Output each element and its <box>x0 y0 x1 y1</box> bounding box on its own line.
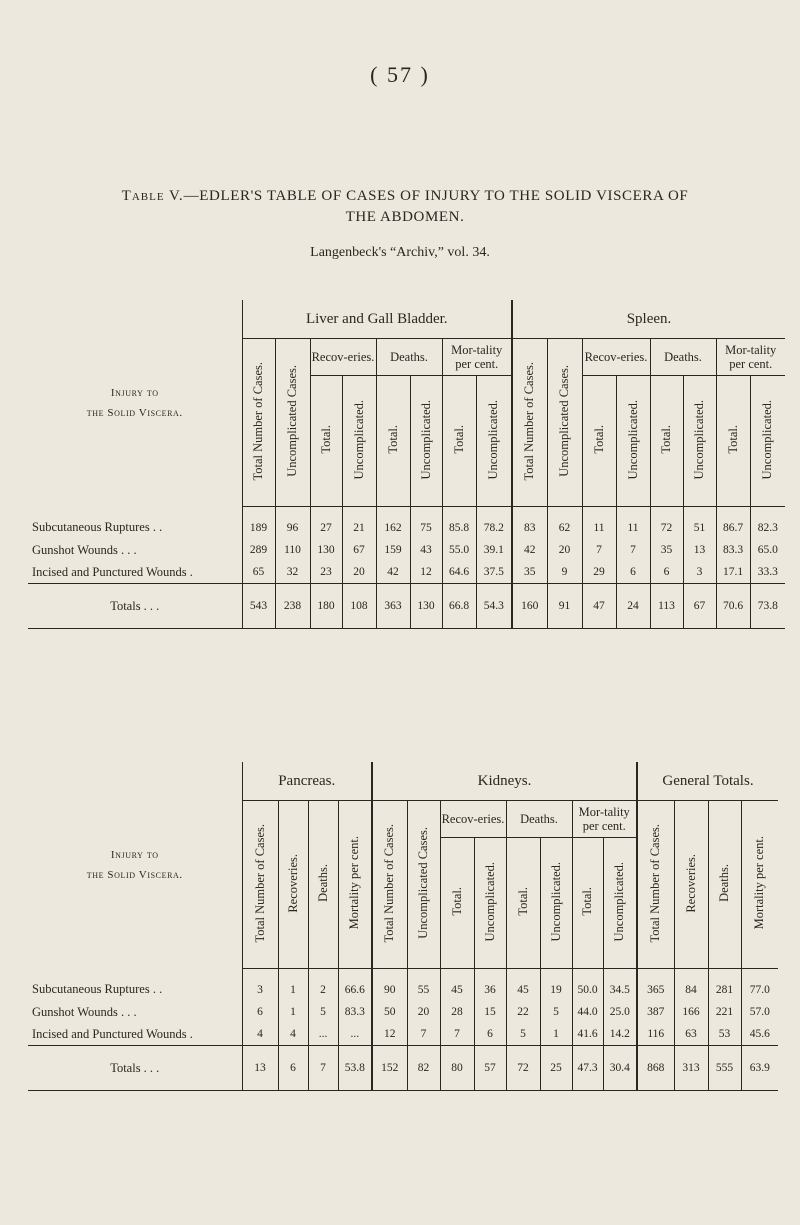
table-cell: 77.0 <box>741 969 778 1002</box>
hdr-kidney-uncomplicated-cases: Uncomplicated Cases. <box>407 801 440 969</box>
row-label: Gunshot Wounds . . . <box>28 1001 242 1023</box>
table-cell: 130 <box>410 584 442 629</box>
table1-body <box>28 507 785 629</box>
hdr-kidney-death-uncomplicated: Uncomplicated. <box>540 838 572 969</box>
row-label: Incised and Punctured Wounds . <box>28 561 242 584</box>
table-cell: 7 <box>407 1023 440 1046</box>
table-cell: 11 <box>582 507 616 540</box>
hdr-pancreas-mortality: Mortality per cent. <box>338 801 372 969</box>
table-cell: 25 <box>540 1046 572 1091</box>
row-header-line1: Injury to <box>110 387 159 400</box>
table-cell: 7 <box>616 539 650 561</box>
table-cell: 6 <box>650 561 683 584</box>
hdr-kidney-death-total: Total. <box>506 838 540 969</box>
hdr-spleen-rec-total: Total. <box>582 376 616 507</box>
table-cell: 159 <box>376 539 410 561</box>
table-cell: 57.0 <box>741 1001 778 1023</box>
hdr-liver-rec-uncomplicated: Uncomplicated. <box>342 376 376 507</box>
table-cell: 36 <box>474 969 506 1002</box>
table-cell: 1 <box>278 969 308 1002</box>
table-cell: 30.4 <box>603 1046 637 1091</box>
table-cell: 55 <box>407 969 440 1002</box>
table-cell: 281 <box>708 969 741 1002</box>
table-cell: 13 <box>683 539 716 561</box>
table-cell: 65.0 <box>750 539 785 561</box>
table-row <box>28 507 785 540</box>
table-row <box>28 539 785 561</box>
table-cell: 5 <box>308 1001 338 1023</box>
table-cell: 12 <box>372 1023 407 1046</box>
table-cell: 22 <box>506 1001 540 1023</box>
table-cell: 7 <box>308 1046 338 1091</box>
hdr-liver-death-uncomplicated: Uncomplicated. <box>410 376 442 507</box>
row-header-2-line2: the Solid Viscera. <box>86 869 183 882</box>
table-cell: 53.8 <box>338 1046 372 1091</box>
table-cell: 37.5 <box>476 561 512 584</box>
table-cell: 110 <box>275 539 310 561</box>
table-cell: 78.2 <box>476 507 512 540</box>
table-cell: 387 <box>637 1001 674 1023</box>
title-line1: —EDLER'S TABLE OF CASES OF INJURY TO THE SOLID VISCERA OF <box>183 188 689 204</box>
hdr-kidney-mortality: Mor-tality per cent. <box>572 801 637 838</box>
table-cell: 6 <box>616 561 650 584</box>
table-cell: 72 <box>506 1046 540 1091</box>
hdr-spleen-deaths: Deaths. <box>650 339 716 376</box>
table-cell: 83 <box>512 507 547 540</box>
table-cell: 50.0 <box>572 969 603 1002</box>
table-cell: 15 <box>474 1001 506 1023</box>
hdr-general-total-cases: Total Number of Cases. <box>637 801 674 969</box>
table-cell: 166 <box>674 1001 708 1023</box>
table2-body <box>28 969 778 1091</box>
table-cell: 24 <box>616 584 650 629</box>
hdr-pancreas-deaths: Deaths. <box>308 801 338 969</box>
table-cell: 28 <box>440 1001 474 1023</box>
table-cell: 5 <box>540 1001 572 1023</box>
table-cell: 45 <box>506 969 540 1002</box>
table-cell: 19 <box>540 969 572 1002</box>
table-cell: 20 <box>407 1001 440 1023</box>
hdr-kidney-mort-total: Total. <box>572 838 603 969</box>
table-cell: 1 <box>278 1001 308 1023</box>
table-cell: 9 <box>547 561 582 584</box>
hdr-pancreas-recoveries: Recoveries. <box>278 801 308 969</box>
table-cell: 113 <box>650 584 683 629</box>
table-cell: 363 <box>376 584 410 629</box>
table-cell: 83.3 <box>338 1001 372 1023</box>
row-header-2 <box>28 762 242 969</box>
hdr-general-deaths: Deaths. <box>708 801 741 969</box>
table-row <box>28 1001 778 1023</box>
group-kidneys: Kidneys. <box>372 762 637 801</box>
table-cell: 41.6 <box>572 1023 603 1046</box>
row-header-2-line1: Injury to <box>110 849 159 862</box>
hdr-kidney-recoveries: Recov-eries. <box>440 801 506 838</box>
hdr-kidney-deaths: Deaths. <box>506 801 572 838</box>
table-title <box>60 186 750 228</box>
table-cell: 4 <box>278 1023 308 1046</box>
hdr-spleen-uncomplicated-cases: Uncomplicated Cases. <box>547 339 582 507</box>
table-cell: 130 <box>310 539 342 561</box>
table-cell: 83.3 <box>716 539 750 561</box>
table-cell: 180 <box>310 584 342 629</box>
hdr-spleen-death-total: Total. <box>650 376 683 507</box>
table-cell: 14.2 <box>603 1023 637 1046</box>
table-cell: 27 <box>310 507 342 540</box>
table-cell: 45 <box>440 969 474 1002</box>
table-cell: 50 <box>372 1001 407 1023</box>
table-cell: 12 <box>410 561 442 584</box>
row-label: Totals . . . <box>28 1046 242 1091</box>
hdr-kidney-total-cases: Total Number of Cases. <box>372 801 407 969</box>
table-cell: 90 <box>372 969 407 1002</box>
table-cell: 221 <box>708 1001 741 1023</box>
hdr-kidney-rec-total: Total. <box>440 838 474 969</box>
table-cell: 35 <box>512 561 547 584</box>
hdr-liver-uncomplicated-cases: Uncomplicated Cases. <box>275 339 310 507</box>
table-cell: 23 <box>310 561 342 584</box>
hdr-spleen-mort-uncomplicated: Uncomplicated. <box>750 376 785 507</box>
table-cell: 67 <box>342 539 376 561</box>
title-line2: THE ABDOMEN. <box>345 209 465 225</box>
table-cell: 313 <box>674 1046 708 1091</box>
table-cell: 5 <box>506 1023 540 1046</box>
table-cell: 67 <box>683 584 716 629</box>
table-cell: 82.3 <box>750 507 785 540</box>
table-cell: 543 <box>242 584 275 629</box>
hdr-kidney-mort-uncomplicated: Uncomplicated. <box>603 838 637 969</box>
source-citation: Langenbeck's “Archiv,” vol. 34. <box>310 245 490 260</box>
row-label: Gunshot Wounds . . . <box>28 539 242 561</box>
table-cell: 189 <box>249 522 268 534</box>
table-cell: 82 <box>407 1046 440 1091</box>
table-cell: 32 <box>275 561 310 584</box>
table-cell: 33.3 <box>750 561 785 584</box>
table-cell: 365 <box>637 969 674 1002</box>
table-cell: 289 <box>249 544 268 556</box>
hdr-spleen-mort-total: Total. <box>716 376 750 507</box>
group-spleen: Spleen. <box>512 300 785 339</box>
table-cell: 116 <box>637 1023 674 1046</box>
table-cell: 42 <box>512 539 547 561</box>
table-cell: ... <box>338 1023 372 1046</box>
table-cell: 6 <box>257 1006 263 1018</box>
table-cell: 62 <box>547 507 582 540</box>
hdr-liver-death-total: Total. <box>376 376 410 507</box>
hdr-spleen-total-cases: Total Number of Cases. <box>512 339 547 507</box>
table-cell: 47 <box>582 584 616 629</box>
table-cell: 63.9 <box>741 1046 778 1091</box>
hdr-liver-deaths: Deaths. <box>376 339 442 376</box>
hdr-liver-mort-uncomplicated: Uncomplicated. <box>476 376 512 507</box>
table-cell: 70.6 <box>716 584 750 629</box>
table-cell: 65 <box>252 566 265 578</box>
table-row <box>28 561 785 584</box>
table-cell: 34.5 <box>603 969 637 1002</box>
row-label: Incised and Punctured Wounds . <box>28 1023 242 1046</box>
hdr-spleen-mortality: Mor-tality per cent. <box>716 339 785 376</box>
hdr-spleen-recoveries: Recov-eries. <box>582 339 650 376</box>
group-liver: Liver and Gall Bladder. <box>242 300 512 339</box>
table-cell: 20 <box>342 561 376 584</box>
table-cell: 85.8 <box>442 507 476 540</box>
table-cell: 555 <box>708 1046 741 1091</box>
row-label: Subcutaneous Ruptures . . <box>28 969 242 1002</box>
table-cell: 13 <box>242 1046 278 1091</box>
table-cell: 45.6 <box>741 1023 778 1046</box>
table-cell: 51 <box>683 507 716 540</box>
table-row <box>28 1023 778 1046</box>
table-cell: 43 <box>410 539 442 561</box>
table-cell: 53 <box>708 1023 741 1046</box>
table-cell: 29 <box>582 561 616 584</box>
table-cell: 55.0 <box>442 539 476 561</box>
table-cell: 96 <box>275 507 310 540</box>
totals-row <box>28 1046 778 1091</box>
table-cell: 3 <box>257 984 263 996</box>
table-cell: 35 <box>650 539 683 561</box>
hdr-liver-total-cases: Total Number of Cases. <box>242 339 275 507</box>
group-general-totals: General Totals. <box>637 762 778 801</box>
table-cell: 17.1 <box>716 561 750 584</box>
table-cell: 44.0 <box>572 1001 603 1023</box>
table-cell: 66.8 <box>442 584 476 629</box>
table-row <box>28 969 778 1002</box>
table-cell: 6 <box>278 1046 308 1091</box>
table-cell: 39.1 <box>476 539 512 561</box>
table-cell: 3 <box>683 561 716 584</box>
table-cell: 7 <box>440 1023 474 1046</box>
hdr-spleen-rec-uncomplicated: Uncomplicated. <box>616 376 650 507</box>
table-cell: 152 <box>372 1046 407 1091</box>
table-cell: 64.6 <box>442 561 476 584</box>
hdr-liver-recoveries: Recov-eries. <box>310 339 376 376</box>
hdr-liver-rec-total: Total. <box>310 376 342 507</box>
table-cell: 47.3 <box>572 1046 603 1091</box>
table-pancreas-kidneys-general <box>28 762 778 1091</box>
table-cell: 108 <box>342 584 376 629</box>
table-liver-spleen <box>28 300 785 629</box>
table-cell: 54.3 <box>476 584 512 629</box>
table-cell: 1 <box>540 1023 572 1046</box>
hdr-pancreas-total-cases: Total Number of Cases. <box>242 801 278 969</box>
table-cell: 238 <box>275 584 310 629</box>
table-cell: 86.7 <box>716 507 750 540</box>
table-cell: ... <box>308 1023 338 1046</box>
table-cell: 57 <box>474 1046 506 1091</box>
hdr-liver-mortality: Mor-tality per cent. <box>442 339 512 376</box>
table-cell: 4 <box>257 1028 263 1040</box>
table-cell: 2 <box>308 969 338 1002</box>
row-header-line2: the Solid Viscera. <box>86 407 183 420</box>
table-cell: 11 <box>616 507 650 540</box>
page-number: ( 57 ) <box>370 62 430 87</box>
table-cell: 84 <box>674 969 708 1002</box>
table-cell: 72 <box>650 507 683 540</box>
table-cell: 160 <box>512 584 547 629</box>
hdr-general-mortality: Mortality per cent. <box>741 801 778 969</box>
row-label: Totals . . . <box>28 584 242 629</box>
table-cell: 7 <box>582 539 616 561</box>
table-cell: 63 <box>674 1023 708 1046</box>
hdr-kidney-rec-uncomplicated: Uncomplicated. <box>474 838 506 969</box>
table-cell: 42 <box>376 561 410 584</box>
hdr-general-recoveries: Recoveries. <box>674 801 708 969</box>
table-cell: 21 <box>342 507 376 540</box>
table-cell: 162 <box>376 507 410 540</box>
row-label: Subcutaneous Ruptures . . <box>28 507 242 540</box>
group-pancreas: Pancreas. <box>242 762 372 801</box>
table-cell: 868 <box>637 1046 674 1091</box>
table-cell: 75 <box>410 507 442 540</box>
table-cell: 73.8 <box>750 584 785 629</box>
table-cell: 91 <box>547 584 582 629</box>
hdr-liver-mort-total: Total. <box>442 376 476 507</box>
hdr-spleen-death-uncomplicated: Uncomplicated. <box>683 376 716 507</box>
table-cell: 20 <box>547 539 582 561</box>
table-cell: 66.6 <box>338 969 372 1002</box>
table-cell: 80 <box>440 1046 474 1091</box>
totals-row <box>28 584 785 629</box>
title-lead: Table V. <box>121 188 184 204</box>
row-header <box>28 300 242 507</box>
table-cell: 6 <box>474 1023 506 1046</box>
table-cell: 25.0 <box>603 1001 637 1023</box>
